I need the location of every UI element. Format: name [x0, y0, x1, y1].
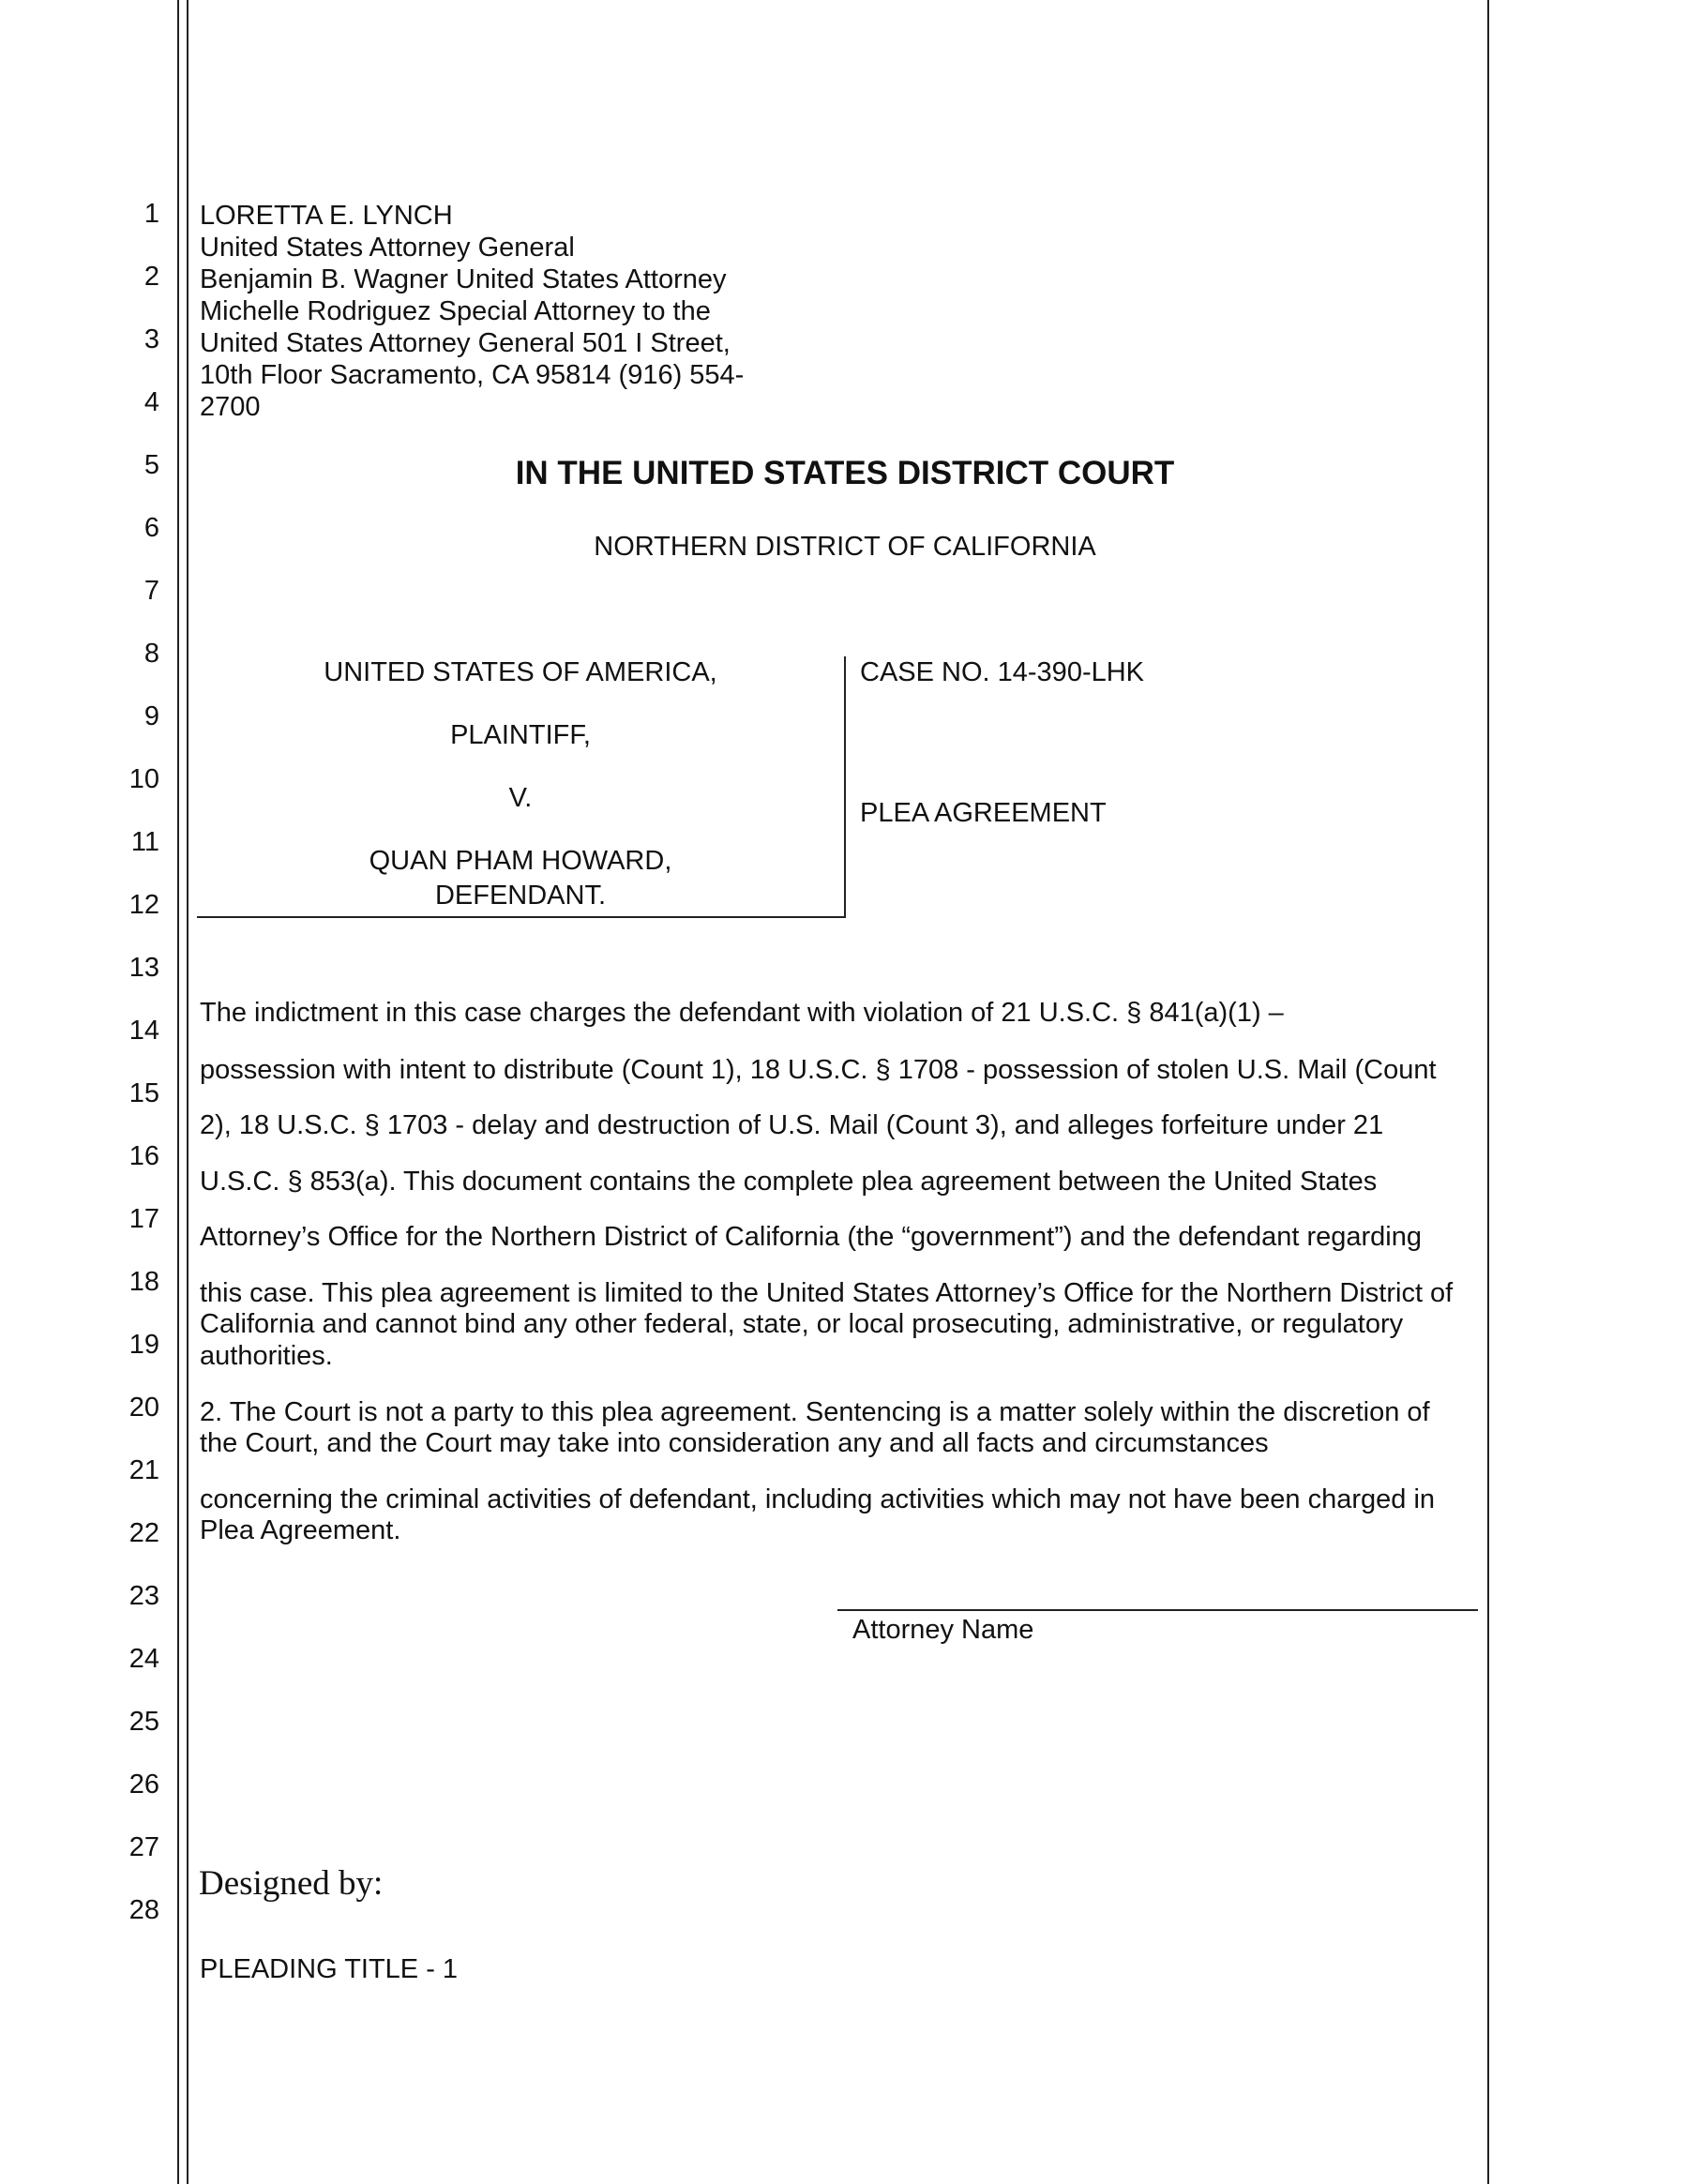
- case-number: CASE NO. 14-390-LHK: [860, 657, 1145, 687]
- address-line: 2700: [200, 392, 261, 422]
- document-title: PLEA AGREEMENT: [860, 798, 1107, 828]
- address-line: United States Attorney General 501 I Street,: [200, 328, 731, 358]
- line-number: 15: [128, 1078, 159, 1108]
- left-margin-rule-inner: [187, 0, 188, 2184]
- line-number: 5: [143, 450, 159, 480]
- line-number: 26: [128, 1770, 159, 1800]
- line-number: 25: [128, 1707, 159, 1737]
- line-number: 21: [128, 1455, 159, 1485]
- pleading-title: PLEADING TITLE - 1: [200, 1954, 459, 1984]
- line-number: 3: [143, 324, 159, 354]
- body-line: authorities.: [200, 1341, 333, 1371]
- line-number: 19: [128, 1330, 159, 1360]
- line-number: 13: [128, 953, 159, 983]
- line-number: 18: [128, 1267, 159, 1297]
- line-number: 28: [128, 1895, 159, 1925]
- body-line: California and cannot bind any other federal, state, or local prosecuting, administrative, or regulatory: [200, 1309, 1404, 1339]
- body-line: The indictment in this case charges the defendant with violation of 21 U.S.C. § 841(a)(1) –: [200, 998, 1284, 1028]
- body-line: 2. The Court is not a party to this plea agreement. Sentencing is a matter solely within the discretion of: [200, 1397, 1430, 1427]
- body-line: U.S.C. § 853(a). This document contains the complete plea agreement between the United States: [200, 1167, 1378, 1197]
- line-number: 23: [128, 1581, 159, 1611]
- line-number: 17: [128, 1204, 159, 1234]
- line-number: 27: [128, 1832, 159, 1862]
- line-number: 14: [128, 1016, 159, 1046]
- caption-defendant: QUAN PHAM HOWARD,: [369, 846, 672, 876]
- caption-plaintiff-role: PLAINTIFF,: [450, 720, 591, 750]
- line-number: 1: [143, 199, 159, 229]
- caption-horizontal-rule: [197, 916, 846, 918]
- line-number: 6: [143, 513, 159, 543]
- body-line: concerning the criminal activities of defendant, including activities which may not have been charged in: [200, 1484, 1436, 1514]
- line-number: 2: [143, 262, 159, 292]
- line-number: 11: [130, 827, 159, 857]
- body-line: this case. This plea agreement is limited to the United States Attorney’s Office for the Northern District of: [200, 1278, 1454, 1308]
- line-number: 12: [128, 890, 159, 920]
- body-line: possession with intent to distribute (Count 1), 18 U.S.C. § 1708 - possession of stolen U.S. Mail (Count: [200, 1055, 1437, 1085]
- left-margin-rule-outer: [177, 0, 179, 2184]
- line-number: 9: [143, 701, 159, 731]
- caption-vertical-rule: [844, 656, 846, 918]
- line-number: 7: [143, 576, 159, 606]
- caption-defendant-role: DEFENDANT.: [434, 881, 607, 911]
- body-line: the Court, and the Court may take into consideration any and all facts and circumstances: [200, 1428, 1269, 1458]
- address-line: Michelle Rodriguez Special Attorney to the: [200, 296, 711, 326]
- line-number: 10: [128, 764, 159, 794]
- signature-line: [837, 1609, 1478, 1611]
- line-number: 4: [143, 387, 159, 417]
- caption-plaintiff: UNITED STATES OF AMERICA,: [324, 657, 717, 687]
- body-line: Attorney’s Office for the Northern District of California (the “government”) and the defendant regarding: [200, 1222, 1422, 1252]
- attorney-address-block: [200, 200, 744, 423]
- address-line: LORETTA E. LYNCH: [200, 201, 453, 231]
- body-line: 2), 18 U.S.C. § 1703 - delay and destruction of U.S. Mail (Count 3), and alleges forfeiture under 21: [200, 1110, 1384, 1140]
- line-number: 22: [128, 1518, 159, 1548]
- line-number: 24: [128, 1644, 159, 1674]
- address-line: Benjamin B. Wagner United States Attorney: [200, 264, 727, 294]
- line-number: 20: [128, 1393, 159, 1423]
- line-number: 16: [128, 1141, 159, 1171]
- caption-versus: V.: [508, 783, 533, 813]
- designed-by: Designed by:: [199, 1864, 384, 1903]
- line-number: 8: [143, 639, 159, 669]
- address-line: 10th Floor Sacramento, CA 95814 (916) 554-: [200, 360, 745, 390]
- right-margin-rule: [1487, 0, 1489, 2184]
- signature-label: Attorney Name: [852, 1615, 1034, 1645]
- court-title: IN THE UNITED STATES DISTRICT COURT: [515, 455, 1175, 491]
- body-line: Plea Agreement.: [200, 1515, 401, 1545]
- line-number-column: [0, 0, 169, 2184]
- court-district: NORTHERN DISTRICT OF CALIFORNIA: [594, 532, 1096, 562]
- address-line: United States Attorney General: [200, 233, 575, 263]
